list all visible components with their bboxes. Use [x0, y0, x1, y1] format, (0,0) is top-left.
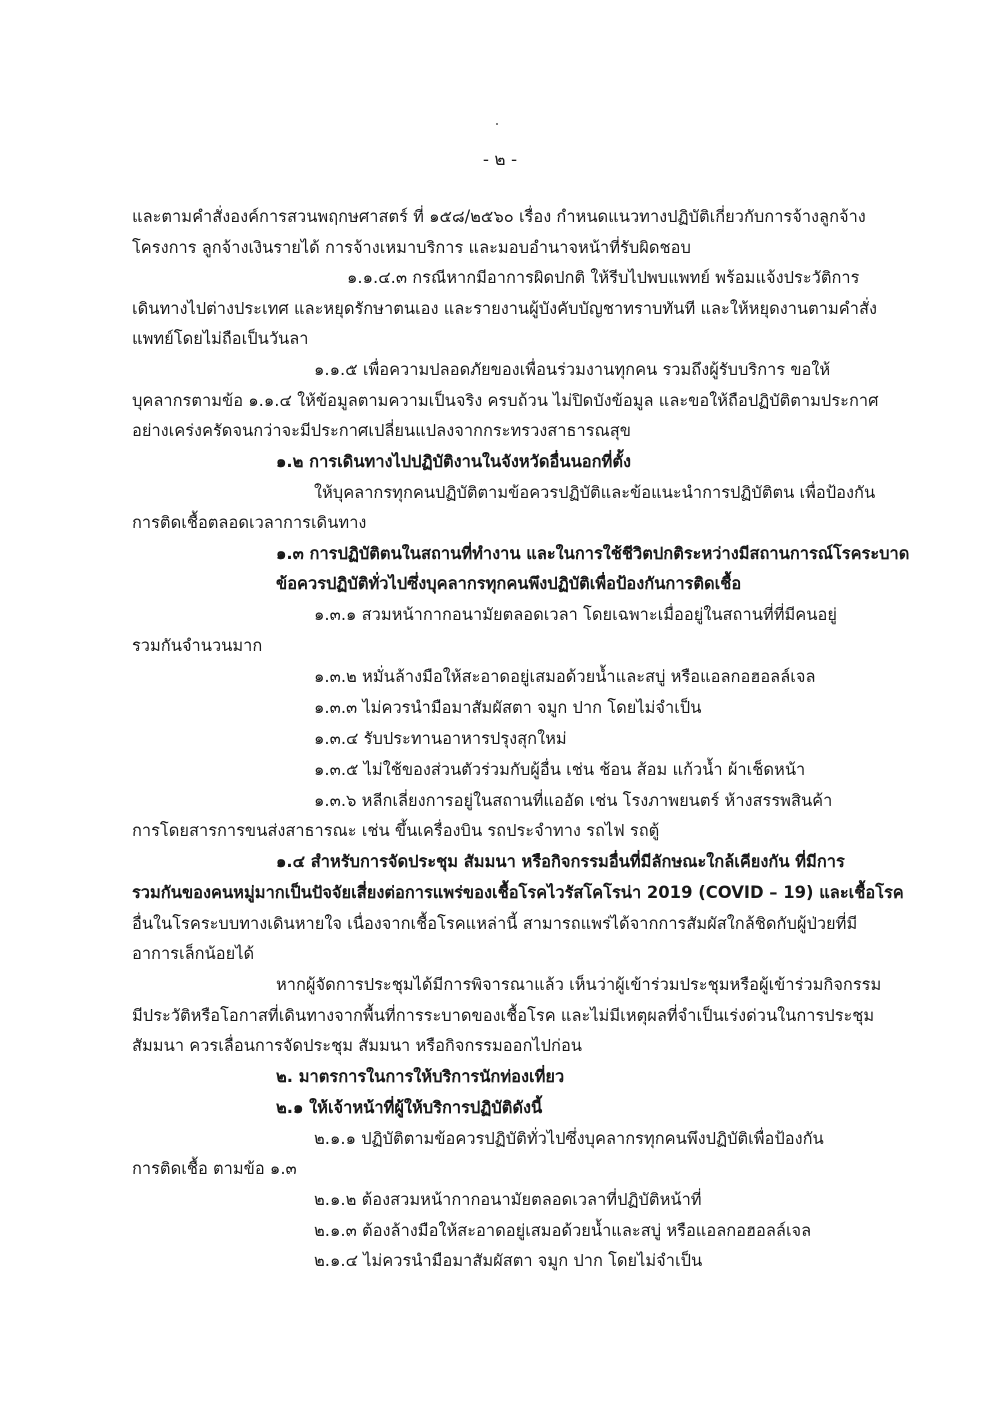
paragraph-line: รวมกันจำนวนมาก	[132, 636, 263, 655]
paragraph-line: ๑.๑.๔.๓ กรณีหากมีอาการผิดปกติ ให้รีบไปพบแพทย์ พร้อมแจ้งประวัติการ	[347, 268, 860, 287]
list-item: ๒.๑.๒ ต้องสวมหน้ากากอนามัยตลอดเวลาที่ปฏิบัติหน้าที่	[314, 1190, 702, 1209]
list-item: ๑.๓.๔ รับประทานอาหารปรุงสุกใหม่	[314, 729, 567, 748]
section-heading: ข้อควรปฏิบัติทั่วไปซึ่งบุคลากรทุกคนพึงปฏิบัติเพื่อป้องกันการติดเชื้อ	[276, 574, 742, 593]
list-item: ๑.๓.๕ ไม่ใช้ของส่วนตัวร่วมกับผู้อื่น เช่น ช้อน ส้อม แก้วน้ำ ผ้าเช็ดหน้า	[314, 760, 806, 779]
paragraph-line: การติดเชื้อ ตามข้อ ๑.๓	[132, 1159, 297, 1178]
paragraph-line: และตามคำสั่งองค์การสวนพฤกษศาสตร์ ที่ ๑๕๘/๒๕๖๐ เรื่อง กำหนดแนวทางปฏิบัติเกี่ยวกับการจ้างลูกจ้าง	[132, 207, 866, 226]
paragraph-line: หากผู้จัดการประชุมได้มีการพิจารณาแล้ว เห็นว่าผู้เข้าร่วมประชุมหรือผู้เข้าร่วมกิจกรรม	[276, 975, 882, 994]
section-heading: ๒.๑ ให้เจ้าหน้าที่ผู้ให้บริการปฏิบัติดังนี้	[276, 1098, 543, 1117]
section-heading: ๑.๔ สำหรับการจัดประชุม สัมมนา หรือกิจกรรมอื่นที่มีลักษณะใกล้เคียงกัน ที่มีการ	[276, 852, 845, 871]
paragraph-line: แพทย์โดยไม่ถือเป็นวันลา	[132, 329, 309, 348]
paragraph-line: เดินทางไปต่างประเทศ และหยุดรักษาตนเอง และรายงานผู้บังคับบัญชาทราบทันที และให้หยุดงานตามคำสั่ง	[132, 299, 877, 318]
list-item: ๑.๓.๑ สวมหน้ากากอนามัยตลอดเวลา โดยเฉพาะเมื่ออยู่ในสถานที่ที่มีคนอยู่	[314, 605, 837, 624]
page-number: - ๒ -	[482, 150, 518, 170]
list-item: ๒.๑.๑ ปฏิบัติตามข้อควรปฏิบัติทั่วไปซึ่งบุคลากรทุกคนพึงปฏิบัติเพื่อป้องกัน	[314, 1129, 824, 1148]
paragraph-line: มีประวัติหรือโอกาสที่เดินทางจากพื้นที่การระบาดของเชื้อโรค และไม่มีเหตุผลที่จำเป็นเร่งด่วนในการประชุม	[132, 1006, 875, 1025]
paragraph-line: อาการเล็กน้อยได้	[132, 944, 255, 963]
paragraph-line: การติดเชื้อตลอดเวลาการเดินทาง	[132, 513, 367, 532]
paragraph-line: อย่างเคร่งครัดจนกว่าจะมีประกาศเปลี่ยนแปลงจากกระทรวงสาธารณสุข	[132, 421, 631, 440]
paragraph-line: โครงการ ลูกจ้างเงินรายได้ การจ้างเหมาบริการ และมอบอำนาจหน้าที่รับผิดชอบ	[132, 238, 691, 257]
list-item: ๑.๓.๓ ไม่ควรนำมือมาสัมผัสตา จมูก ปาก โดยไม่จำเป็น	[314, 698, 702, 717]
list-item: ๑.๓.๖ หลีกเลี่ยงการอยู่ในสถานที่แออัด เช่น โรงภาพยนตร์ ห้างสรรพสินค้า	[314, 791, 833, 810]
section-heading: ๑.๓ การปฏิบัติตนในสถานที่ทำงาน และในการใช้ชีวิตปกติระหว่างมีสถานการณ์โรคระบาด	[276, 544, 910, 563]
list-item: ๒.๑.๔ ไม่ควรนำมือมาสัมผัสตา จมูก ปาก โดยไม่จำเป็น	[314, 1251, 703, 1270]
section-heading: ๑.๒ การเดินทางไปปฏิบัติงานในจังหวัดอื่นนอกที่ตั้ง	[276, 452, 631, 471]
section-heading: รวมกันของคนหมู่มากเป็นปัจจัยเสี่ยงต่อการแพร่ของเชื้อโรคไวรัสโคโรน่า 2019 (COVID – 19) และเชื้อโรค	[132, 883, 904, 902]
paragraph-line: ให้บุคลากรทุกคนปฏิบัติตามข้อควรปฏิบัติและข้อแนะนำการปฏิบัติตน เพื่อป้องกัน	[314, 483, 876, 502]
paragraph-line: ๑.๑.๕ เพื่อความปลอดภัยของเพื่อนร่วมงานทุกคน รวมถึงผู้รับบริการ ขอให้	[314, 360, 831, 379]
paragraph-line: บุคลากรตามข้อ ๑.๑.๔ ให้ข้อมูลตามความเป็นจริง ครบถ้วน ไม่ปิดบังข้อมูล และขอให้ถือปฏิบัติตามประกาศ	[132, 391, 879, 410]
paragraph-line: อื่นในโรคระบบทางเดินหายใจ เนื่องจากเชื้อโรคแหล่านี้ สามารถแพร่ได้จากการสัมผัสใกล้ชิดกับผู้ป่วยที่มี	[132, 914, 858, 933]
list-item: ๑.๓.๒ หมั่นล้างมือให้สะอาดอยู่เสมอด้วยน้ำและสบู่ หรือแอลกอฮอลล์เจล	[314, 667, 816, 686]
paragraph-line: สัมมนา ควรเลื่อนการจัดประชุม สัมมนา หรือกิจกรรมออกไปก่อน	[132, 1036, 583, 1055]
list-item: ๒.๑.๓ ต้องล้างมือให้สะอาดอยู่เสมอด้วยน้ำและสบู่ หรือแอลกอฮอลล์เจล	[314, 1221, 812, 1240]
paragraph-line: การโดยสารการขนส่งสาธารณะ เช่น ขึ้นเครื่องบิน รถประจำทาง รถไฟ รถตู้	[132, 821, 660, 840]
speck-mark	[496, 123, 498, 125]
section-heading: ๒. มาตรการในการให้บริการนักท่องเที่ยว	[276, 1067, 565, 1086]
